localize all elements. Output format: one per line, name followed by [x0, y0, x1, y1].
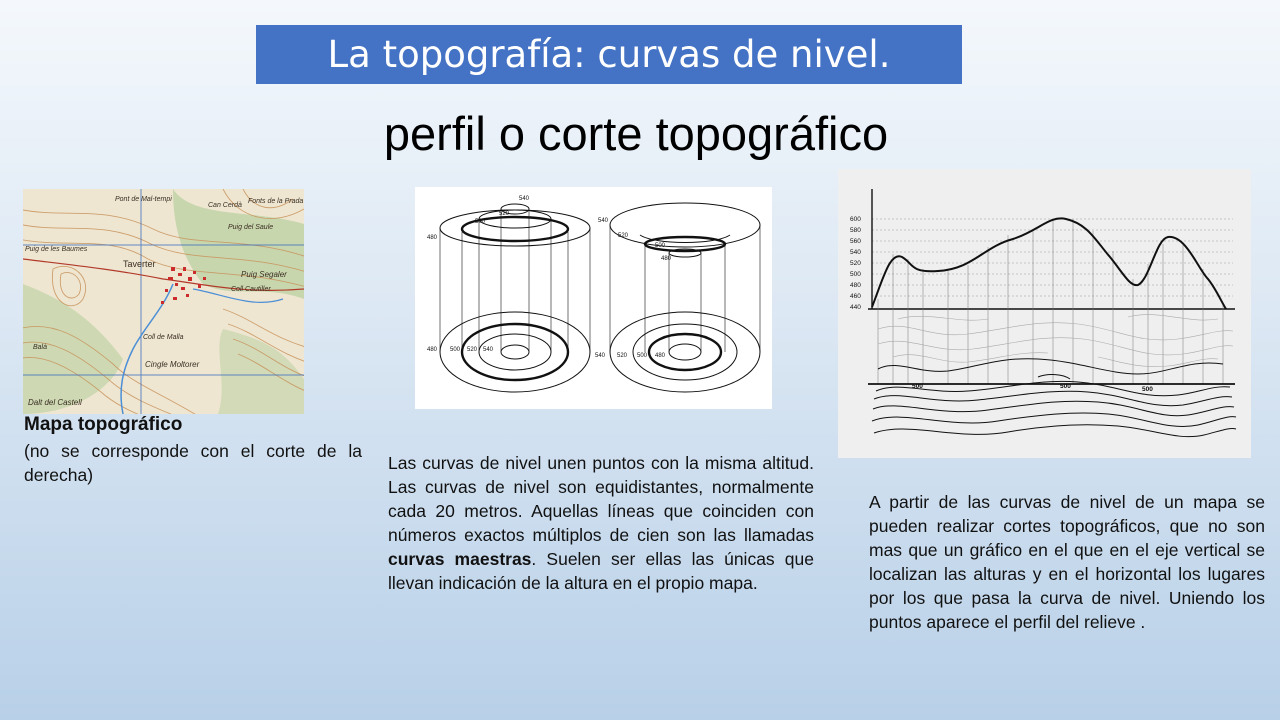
map-caption-title: Mapa topográfico: [24, 414, 183, 435]
map-place-label: Fonts de la Prada: [248, 198, 304, 205]
profile-contour-label: 500: [1142, 386, 1153, 393]
map-place-label: Coll de Malla: [143, 334, 184, 341]
map-place-label: Taverter: [123, 259, 156, 269]
right-contour-label: 540: [598, 218, 609, 224]
map-place-label: Pont de Mal-tempi: [115, 196, 172, 203]
profile-y-tick: 480: [850, 282, 861, 289]
left-contour-label: 500: [450, 347, 461, 353]
left-contour-label: 480: [427, 235, 438, 241]
left-contour-label: 500: [475, 219, 486, 225]
topographic-map-svg: [23, 189, 304, 414]
left-contour-label: 520: [499, 211, 510, 217]
contour-cylinders-svg: [415, 187, 772, 409]
profile-y-tick: 440: [850, 304, 861, 311]
right-contour-label: 520: [617, 353, 628, 359]
profile-y-tick: 560: [850, 238, 861, 245]
contour-text-part: Las curvas de nivel unen puntos con la misma altitud. Las curvas de nivel son equidistantes, normalmente cada 20 metros. Aquellas líneas que coinciden con números exactos múltiplos de cien son las llamadas: [388, 453, 814, 545]
slide-title: La topografía: curvas de nivel.: [327, 33, 891, 76]
map-place-label: Can Cerdà: [208, 202, 242, 209]
topographic-map-image: [23, 189, 304, 414]
profile-y-tick: 520: [850, 260, 861, 267]
left-contour-label: 480: [427, 347, 438, 353]
profile-y-tick: 500: [850, 271, 861, 278]
profile-y-tick: 540: [850, 249, 861, 256]
profile-contour-label: 500: [1060, 383, 1071, 390]
slide-subtitle: perfil o corte topográfico: [383, 107, 889, 160]
topographic-profile-diagram: [838, 169, 1251, 458]
map-caption: (no se corresponde con el corte de la derecha): [24, 441, 362, 485]
profile-explanation: A partir de las curvas de nivel de un mapa se pueden realizar cortes topográficos, que no son mas que un gráfico en el que en el eje vertical se localizan las alturas y en el horizontal los lugares por los que pasa la curva de nivel. Uniendo los puntos aparece el perfil del relieve .: [869, 492, 1265, 632]
profile-y-tick: 580: [850, 227, 861, 234]
profile-contour-label: 500: [912, 383, 923, 390]
left-contour-label: 540: [519, 196, 530, 202]
contour-text-bold: curvas maestras: [388, 549, 532, 569]
right-contour-label: 500: [655, 243, 666, 249]
profile-y-tick: 600: [850, 216, 861, 223]
right-contour-label: 500: [637, 353, 648, 359]
topographic-profile-svg: [838, 169, 1251, 458]
map-place-label: Balà: [33, 344, 48, 351]
left-contour-label: 540: [483, 347, 494, 353]
profile-y-tick: 460: [850, 293, 861, 300]
contour-cylinders-diagram: [415, 187, 772, 409]
map-place-label: Puig del Saule: [228, 224, 274, 231]
left-contour-label: 520: [467, 347, 478, 353]
map-place-label: Cingle Moltorer: [145, 360, 200, 369]
right-contour-label: 540: [595, 353, 606, 359]
slide-title-banner: [256, 25, 962, 84]
right-contour-label: 480: [655, 353, 666, 359]
map-place-label: Puig de les Baumes: [25, 246, 88, 253]
map-place-label: Coll Cautiller: [231, 286, 271, 293]
contour-lines-explanation: [388, 451, 814, 595]
map-place-label: Dalt del Castell: [28, 398, 82, 407]
right-contour-label: 520: [618, 233, 629, 239]
map-place-label: Puig Segaler: [241, 270, 287, 279]
right-contour-label: 480: [661, 256, 672, 262]
contour-text-part: . Suelen ser ellas las únicas que llevan indicación de la altura en el propio mapa.: [388, 549, 814, 593]
